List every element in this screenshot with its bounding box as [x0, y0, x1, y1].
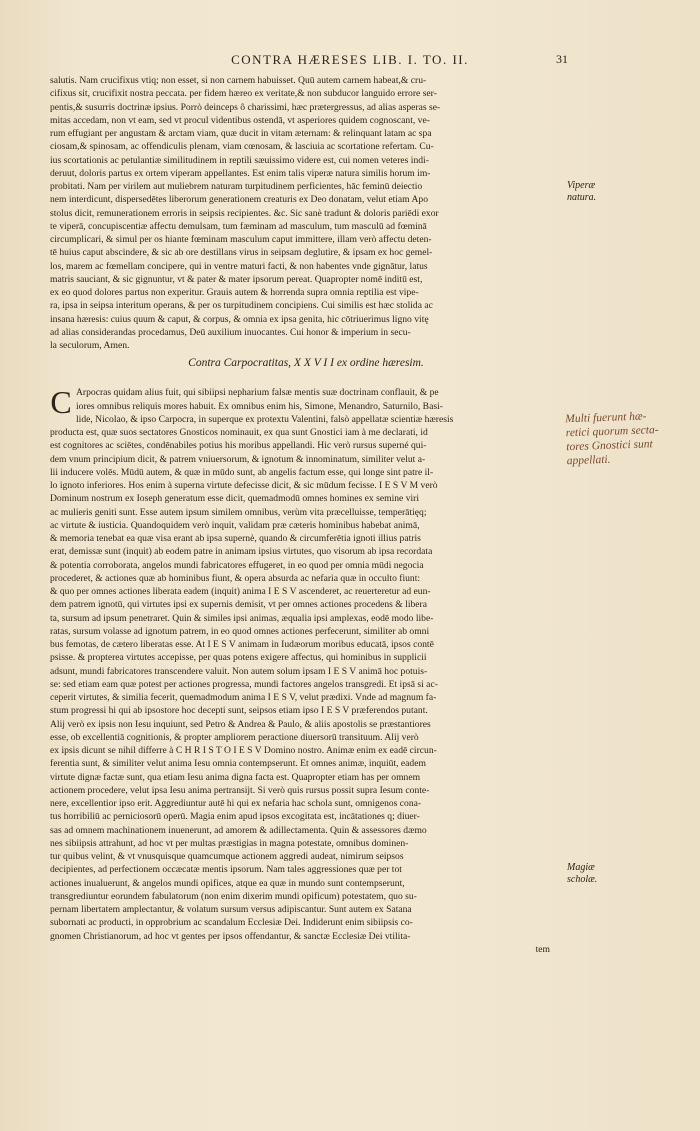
margin-note-line: Magiæ [567, 862, 595, 873]
text-line: deruut, doloris partus ex ortem viperam appellantes. Est enim talis viperæ natura similis horum im- [50, 167, 431, 179]
text-line: procederet, & actiones quæ ab hominibus fiunt, & opera absurda ac nefaria quæ in occulto fiunt: [50, 572, 421, 584]
text-line: los, marem ac fœmellam concipere, qui in ventre maturi facti, & non habentes vnde gignātur, latus [50, 260, 428, 272]
paragraph-vipera [50, 74, 562, 352]
text-line: bus femotas, de cætero liberatas esse. At I E S V animam in Iudæorum moribus educatā, ipsos contē [50, 639, 434, 650]
text-line: dem vnum principium dicit, & patrem vniuersorum, & ignotum & innominatum, similiter velut a- [50, 453, 426, 465]
handwritten-line: Multi fuerunt hæ- [565, 410, 647, 426]
text-line: ra, ipsa in seipsa interitum operans, & per os turpitudinem concipiens. Cui similis est hæc stolida ac [50, 300, 433, 312]
margin-note-vipera [567, 180, 662, 204]
text-line: Alij verò ex ipsis non Iesu inquiunt, sed Petro & Andrea & Paulo, & aliis apostolis se præstantiores [50, 718, 431, 730]
text-line: lide, Nicolao, & ipso Carpocra, in superque ex protextu Valentini, falsò appellatæ scientiæ hæresis [76, 413, 454, 425]
handwritten-line: appellati. [566, 453, 611, 468]
text-line: te viperā, concupiscentiæ affectu demulsam, tum fæminam ad masculum, tum masculū ad fœminā [50, 220, 427, 232]
section-spacer [50, 376, 562, 386]
text-line: lo ignoto inferiores. Hos enim à superna virtute defecisse dicit, & sic mūdum fecisse. I E S V M verò [50, 480, 438, 491]
text-line: cifixus sit, crucifixit nostra peccata. per fidem hæreo ex veritate,& non subducor languido errore ser- [50, 88, 437, 100]
text-line: producta est, quæ suos sectatores Gnosticos nominauit, ex qua sunt Gnostici iam à me declarati, id [50, 427, 428, 438]
text-line: stum progressi hi qui ab ipsostore hoc decepti sunt, seipsos etiam ipso I E S V præferendos putant. [50, 705, 428, 717]
text-line: tē huius caput abscindere, & sic ab ore destillans virus in seipsam deglutire, & ipsam ex hoc gemel- [50, 247, 433, 259]
text-line: actiones inualuerunt, & angelos mundi opifices, atque ea quæ in mundo sunt contempserunt, [50, 877, 405, 889]
text-line: adsunt, mundi fabricatores transcendere valuit. Non autem solum ipsam I E S V animā hoc potuis- [50, 665, 428, 677]
margin-note-magia [567, 862, 662, 886]
text-line: nes sibiipsis attrahunt, ad hoc vt per multas præstigias in magna potestate, omnibus dominen- [50, 837, 409, 849]
text-line: erat, demissæ sunt (inquit) ab eodem patre in animam ipsius virtutes, quo visorum ab ipsa recordata [50, 546, 433, 558]
text-line: ratas, sursum volasse ad ignotum patrem, in eo quod omnes actiones perfecerunt, similiter ab omni [50, 625, 430, 637]
text-line: ius scortationis ac petulantiæ similitudinem in reptili sæuissimo videre est, cui nomen veteres indi- [50, 154, 429, 166]
section-heading: Contra Carpocratitas, X X V I I ex ordine hæresim. [188, 357, 424, 370]
text-line: dem patrem ignotū, qui virtutes ipsi ex supernis demisit, vt per omnes actiones procedens & libera [50, 599, 428, 611]
drop-cap: C [50, 384, 72, 421]
text-line: circumplicari, & simul per os hiante fœminam masculum caput immittere, illam verò affectu deten- [50, 234, 432, 245]
text-line: & quo per omnes actiones liberata eadem (inquit) anima I E S V ascenderet, ac reuerteretur ad eun- [50, 586, 431, 597]
text-line: stolus dicit, remunerationem erroris in seipsis recipientes. &c. Sic sanè tradunt & doloris pariēdi exor [50, 207, 439, 219]
text-line: ad alias considerandas procedamus, Deū auxilium inuocantes. Cui honor & imperium in secu- [50, 326, 411, 338]
text-line: transgrediuntur eorundem fabulatorum (non enim dixerim mundi opificum) potestatem, quo su- [50, 890, 417, 902]
catchword: tem [535, 943, 550, 955]
text-line: nem interdicunt, dispersedētes liberorum generationem creaturis ex Deo donatam, velut etiam Apo [50, 194, 429, 206]
text-line: iores omnibus reliquis mores habuit. Ex omnibus enim his, Simone, Menandro, Saturnilo, Basi- [76, 400, 443, 412]
text-line: ferentia sunt, & similiter velut anima Iesu omnia contempserunt. Et omnes animæ, inquiūt, eadem [50, 758, 426, 770]
text-line: Arpocras quidam alius fuit, qui sibiipsi nepharium falsæ mentis suæ doctrinam conflauit, & pe [76, 387, 439, 399]
text-line: & memoria tenebat ea quæ visa erant ab ipsa supernè, quando & circumferētia ignoti illius patris [50, 533, 421, 544]
text-line: sas ad omnem machinationem inuenerunt, ad amorem & adillectamenta. Quin & assessores dæmo [50, 824, 427, 836]
text-line: psisse. & propterea virtutes accepisse, per quas potens exigere affectus, qui hominibus in supplicii [50, 652, 427, 664]
text-line: rum effugiant per angustam & arctam viam, quæ ducit in vitam æternam: & relinquant latam ac spa [50, 128, 432, 139]
text-line: salutis. Nam crucifixus vtiq; non esset, si non carnem habuisset. Quū autem carnem habeat,& cru- [50, 75, 427, 86]
text-line: lii inducere volēs. Mūdū autem, & quæ in mūdo sunt, ab angelis factum esse, qui longe sint patre il- [50, 466, 434, 478]
text-line: pentis,& susurris doctrinæ ipsius. Porrò deinceps ô charissimi, hæc prætergressus, ad alias asperas se- [50, 101, 441, 113]
text-line: ta, sursum ad ipsum penetraret. Quin & similes ipsi animas, æqualia ipsi amplexas, eodē modo libe- [50, 612, 434, 624]
paragraph-carpocras [50, 386, 562, 943]
text-line: insana hæresis: cuius quum & caput, & corpus, & omnia ex ipsa genita, hic cōtriuerimus ligno vitę [50, 313, 429, 325]
text-line: mitas accedam, non vt eam, sed vt procul videntibus ostendā, vt asperiores quidem cognoscant, ve- [50, 114, 430, 126]
text-line: ex eo quod dolores partus non experitur. Grauis autem & horrenda supra omnia reptilia est vipe- [50, 287, 419, 298]
handwritten-line: tores Gnostici sunt [566, 438, 653, 454]
text-line: nere, excellentior ipso erit. Aggrediuntur autē hi qui ex nefaria hac schola sunt, omnigenos cona- [50, 798, 422, 809]
text-line: actionem procedere, velut ipsa Iesu anima pertransijt. Si verò quis rursus possit supra Iesum conte- [50, 784, 430, 796]
text-line: matris sauciant, & sic gignuntur, vt & pater & mater ipsorum pereat. Quapropter nomē inditū est, [50, 273, 423, 285]
handwritten-annotation [565, 408, 697, 469]
text-line: ac virtute & iusticia. Quandoquidem verò inquit, validam præ cæteris hominibus habebat animā, [50, 519, 420, 531]
folio-number: 31 [556, 52, 568, 66]
text-line: la seculorum, Amen. [50, 340, 130, 351]
text-line: ciosam,& spinosam, ac offendiculis plenam, viam cœnosam, & lasciuia ac scortatione refertam. Cu- [50, 141, 434, 153]
text-line: virtute dignæ factæ sunt, qua etiam Iesu anima digna facta est. Quapropter etiam has per omnem [50, 771, 421, 783]
text-line: est cognitores ac sciētes, condēnabiles potius his moribus appellandi. Hic verò rursus superné qui- [50, 440, 427, 452]
margin-note-line: natura. [567, 192, 597, 203]
running-title: CONTRA HÆRESES LIB. I. TO. II. [231, 52, 469, 67]
text-line: decipientes, ad perfectionem occæcatæ mentis ipsorum. Nam tales aggressiones quæ per tot [50, 864, 402, 876]
text-line: ex ipsis dicunt se nihil differre à C H R I S T O I E S V Domino nostro. Animæ enim ex eadē circun- [50, 745, 437, 756]
text-line: ac mulieris geniti sunt. Esse autem ipsum similem omnibus, verùm vita præcelluisse, temperātięq; [50, 506, 427, 518]
text-line: tus horribiliū ac perniciosorū operū. Magia enim apud ipsos excogitata est, incātationes q; diuer- [50, 811, 420, 823]
text-line: gnomen Christianorum, ad hoc vt gentes per ipsos offendantur, & sanctæ Ecclesiæ Dei vtilita- [50, 930, 411, 942]
text-line: probitati. Nam per virilem aut muliebrem naturam turpitudinem perficientes, hāc feminū deiectio [50, 181, 423, 192]
text-line: esse, ob excellentiā cognitionis, & propter ampliorem peractione diuersorū transituum. Alij verò [50, 731, 419, 743]
margin-note-line: Viperæ [567, 180, 596, 191]
text-line: Dominum nostrum ex Ioseph generatum esse dicit, quemadmodū omnes homines ex semine viri [50, 493, 420, 505]
handwritten-line: retici quorum secta- [565, 424, 659, 440]
text-line: se: sed etiam eam quæ potest per actiones progressa, mundi factores angelos transgredi. Et ipsā si ac- [50, 678, 438, 690]
text-line: subornati ac producti, in opprobrium ac scandalum Ecclesiæ Dei. Indiderunt enim sibiipsis co- [50, 917, 413, 929]
body-text [50, 74, 562, 956]
text-line: & potentia corroborata, angelos mundi fabricatores effugeret, in eo quod per omnia mūdi negocia [50, 559, 424, 571]
text-line: ceperit virtutes, & similia fecerit, quemadmodum anima I E S V, velut prædixi. Vnde ad magnum fa- [50, 692, 437, 703]
text-line: pernam libertatem amplectantur, & volatum sursum versus adipiscantur. Sunt autem ex Satana [50, 904, 412, 915]
margin-note-line: scholæ. [567, 874, 598, 885]
text-line: tur quibus velint, & vt vnusquisque quamcumque actionem aggredi audeat, nimirum seipsos [50, 851, 404, 862]
